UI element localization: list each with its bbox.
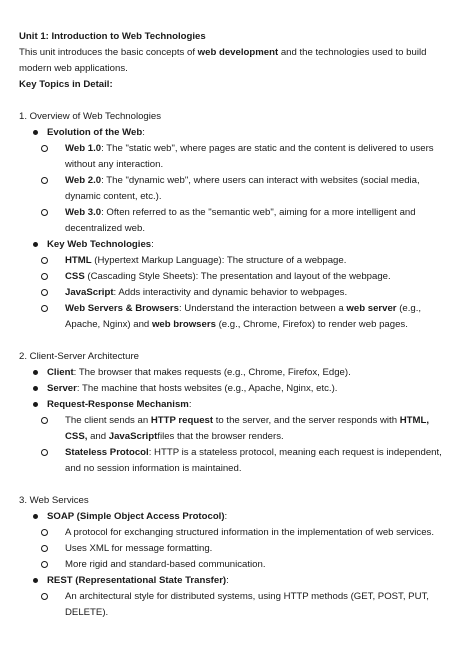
- intro-paragraph: This unit introduces the basic concepts of web development and the technologies used to build modern web applications.: [19, 47, 427, 74]
- circle-bullet-icon: [41, 257, 48, 264]
- list-item: Key Web Technologies:: [19, 237, 452, 253]
- document-title: Unit 1: Introduction to Web Technologies: [19, 31, 206, 42]
- section-2-list: [19, 365, 452, 413]
- list-item: JavaScript: Adds interactivity and dynamic behavior to webpages.: [37, 285, 452, 301]
- bullet-icon: [33, 402, 38, 407]
- section-3-heading: 3. Web Services: [19, 495, 89, 506]
- circle-bullet-icon: [41, 561, 48, 568]
- list-item: Stateless Protocol: HTTP is a stateless protocol, meaning each request is independent, and no session information is maintained.: [37, 445, 452, 477]
- list-item: Request-Response Mechanism:: [19, 397, 452, 413]
- list-item: Web Servers & Browsers: Understand the interaction between a web server (e.g., Apache, Nginx) and web browsers (e.g., Chrome, Firefox) to render web pages.: [37, 301, 452, 333]
- section-1-heading: 1. Overview of Web Technologies: [19, 111, 162, 122]
- circle-bullet-icon: [41, 177, 48, 184]
- circle-bullet-icon: [41, 273, 48, 280]
- bullet-icon: [33, 514, 38, 519]
- circle-bullet-icon: [41, 305, 48, 312]
- list-item: A protocol for exchanging structured information in the implementation of web services.: [37, 525, 452, 541]
- soap-sublist: [37, 525, 452, 573]
- list-item: Web 2.0: The "dynamic web", where users can interact with websites (social media, dynamic content, etc.).: [37, 173, 452, 205]
- circle-bullet-icon: [41, 145, 48, 152]
- key-topics-heading: Key Topics in Detail:: [19, 79, 113, 90]
- list-item: Evolution of the Web:: [19, 125, 452, 141]
- list-item: More rigid and standard-based communication.: [37, 557, 452, 573]
- section-1-list: [19, 125, 452, 141]
- circle-bullet-icon: [41, 545, 48, 552]
- circle-bullet-icon: [41, 209, 48, 216]
- list-item: Web 3.0: Often referred to as the "semantic web", aiming for a more intelligent and decentralized web.: [37, 205, 452, 237]
- circle-bullet-icon: [41, 529, 48, 536]
- bullet-icon: [33, 370, 38, 375]
- list-item: Uses XML for message formatting.: [37, 541, 452, 557]
- section-2-heading: 2. Client-Server Architecture: [19, 351, 139, 362]
- rest-sublist: [37, 589, 452, 621]
- bullet-icon: [33, 578, 38, 583]
- list-item: REST (Representational State Transfer):: [19, 573, 452, 589]
- section-3-list: [19, 509, 452, 525]
- request-response-sublist: [37, 413, 452, 477]
- bullet-icon: [33, 242, 38, 247]
- list-item: Client: The browser that makes requests (e.g., Chrome, Firefox, Edge).: [19, 365, 452, 381]
- circle-bullet-icon: [41, 417, 48, 424]
- circle-bullet-icon: [41, 449, 48, 456]
- evolution-sublist: [37, 141, 452, 237]
- list-item: Web 1.0: The "static web", where pages are static and the content is delivered to users without any interaction.: [37, 141, 452, 173]
- circle-bullet-icon: [41, 593, 48, 600]
- list-item: The client sends an HTTP request to the server, and the server responds with HTML, CSS, and JavaScriptfiles that the browser renders.: [37, 413, 452, 445]
- bullet-icon: [33, 130, 38, 135]
- list-item: CSS (Cascading Style Sheets): The presentation and layout of the webpage.: [37, 269, 452, 285]
- circle-bullet-icon: [41, 289, 48, 296]
- list-item: Server: The machine that hosts websites (e.g., Apache, Nginx, etc.).: [19, 381, 452, 397]
- technologies-sublist: [37, 253, 452, 333]
- list-item: An architectural style for distributed systems, using HTTP methods (GET, POST, PUT, DELETE).: [37, 589, 452, 621]
- bullet-icon: [33, 386, 38, 391]
- list-item: HTML (Hypertext Markup Language): The structure of a webpage.: [37, 253, 452, 269]
- list-item: SOAP (Simple Object Access Protocol):: [19, 509, 452, 525]
